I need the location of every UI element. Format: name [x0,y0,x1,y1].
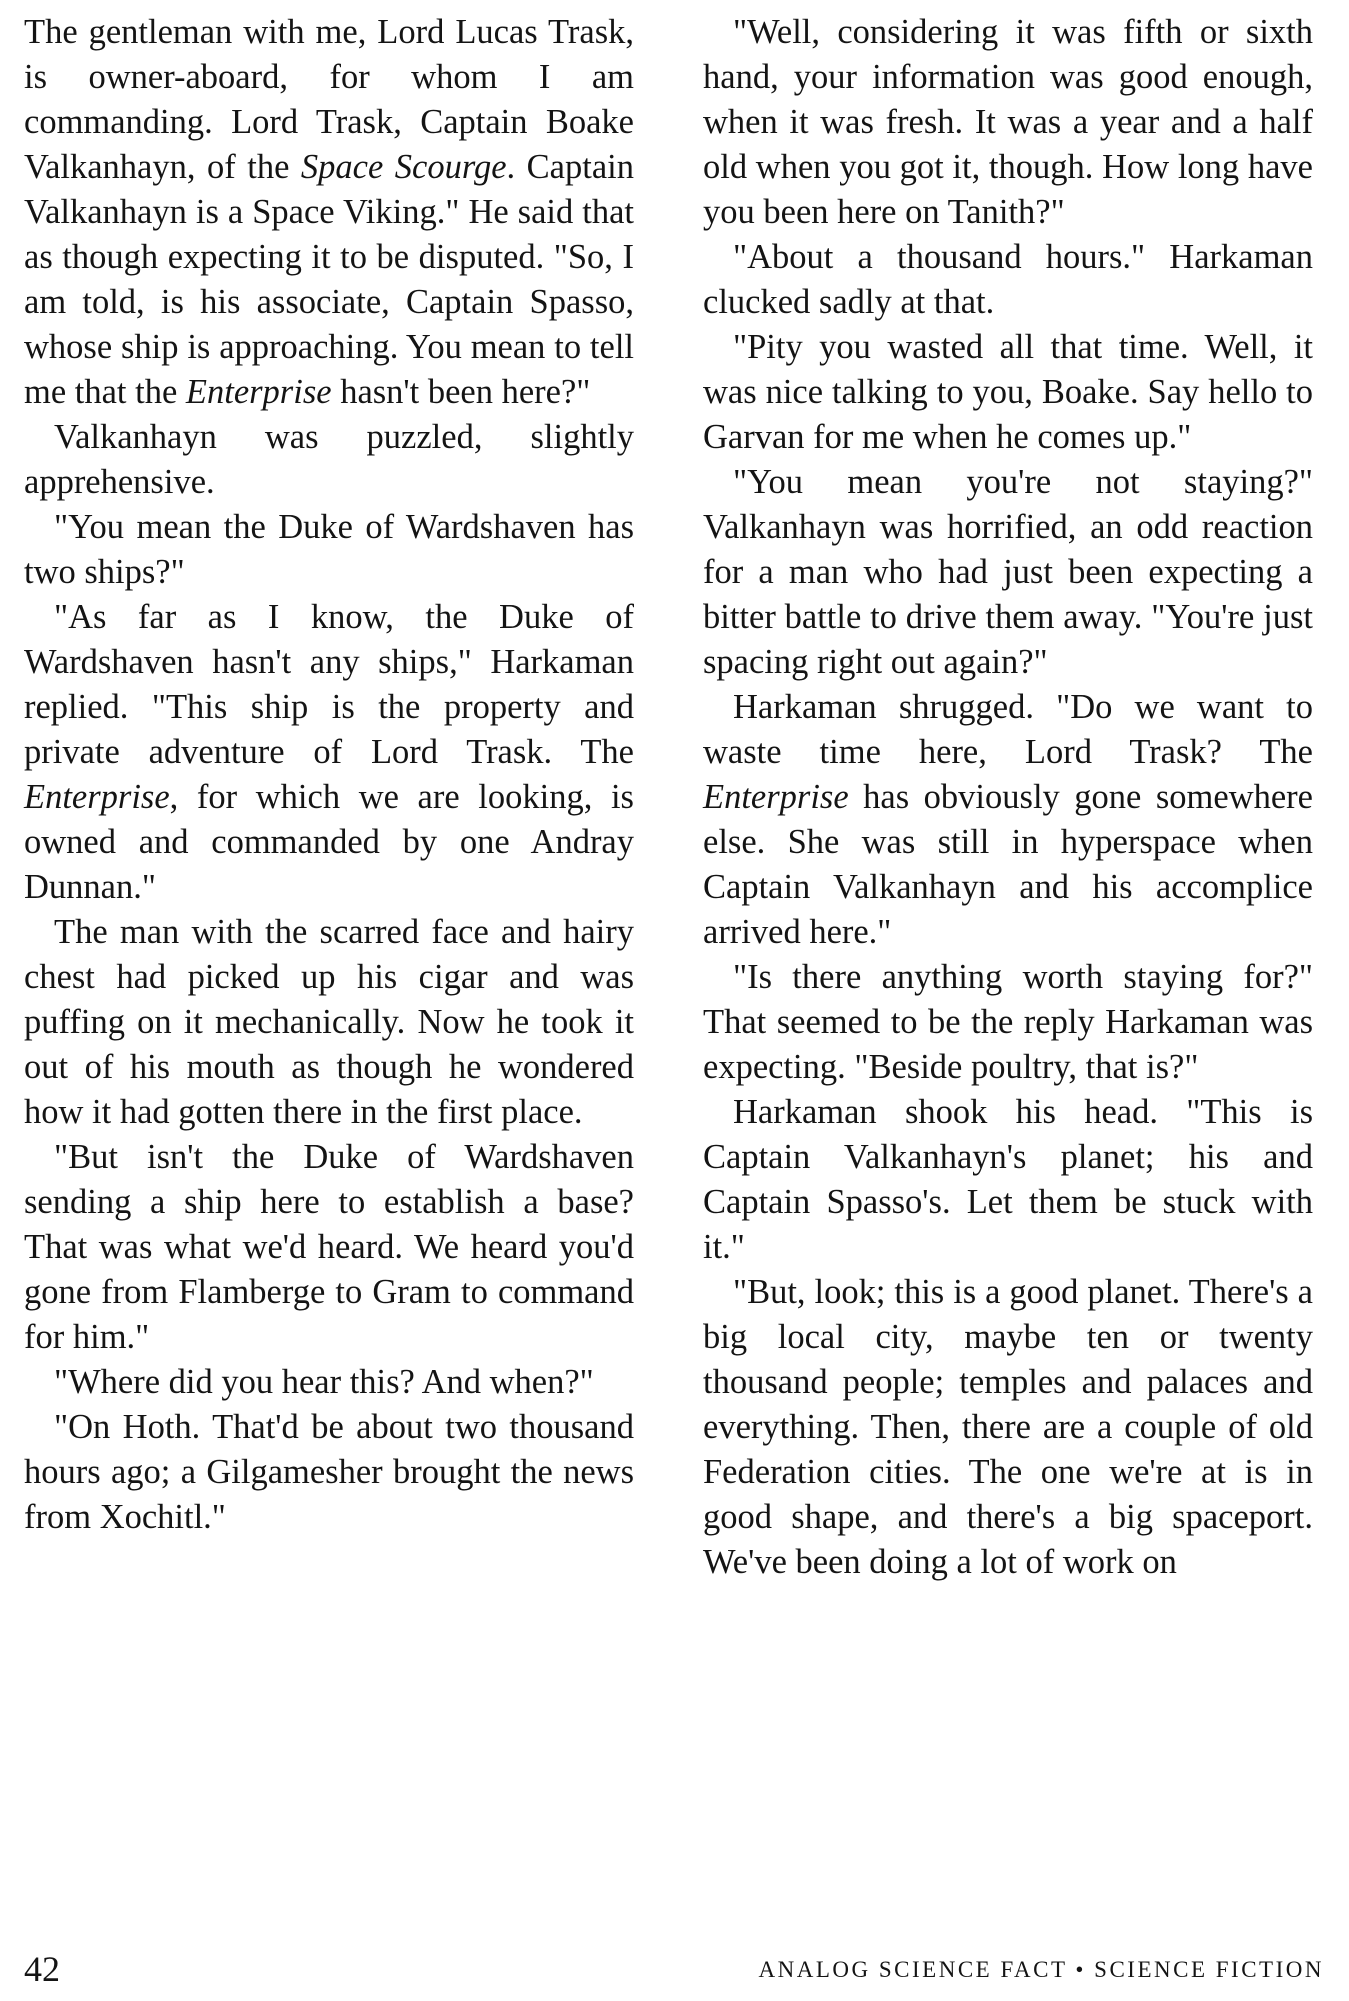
paragraph-text: "But isn't the Duke of Wardshaven sending a ship here to establish a base? That was what we'd heard. We heard you'd gone from Flamberge to Gram to command for him." [24,1138,634,1356]
paragraph-text: , for which we are looking, is owned and commanded by one Andray Dunnan." [24,778,634,906]
paragraph [703,325,1313,460]
page-number: 42 [24,1949,60,1989]
paragraph [24,10,634,415]
paragraph-text: hasn't been here?" [331,373,591,411]
paragraph-text: The man with the scarred face and hairy chest had picked up his cigar and was puffing on it mechanically. Now he took it out of his mouth as though he wondered how it had gotten there in the first place. [24,913,634,1131]
paragraph-text: Harkaman shook his head. "This is Captain Valkanhayn's planet; his and Captain Spasso's. Let them be stuck with it." [703,1093,1313,1266]
italic-title-text: Space Scourge [300,148,507,186]
paragraph-text: Valkanhayn was puzzled, slightly apprehensive. [24,418,634,501]
right-column [703,10,1313,1585]
paragraph [703,1090,1313,1270]
paragraph [24,1405,634,1540]
paragraph-text: Harkaman shrugged. "Do we want to waste time here, Lord Trask? The [703,688,1313,771]
paragraph-text: "Well, considering it was fifth or sixth hand, your information was good enough, when it was fresh. It was a year and a half old when you got it, though. How long have you been here on Tanith?" [703,13,1313,231]
paragraph-text: "As far as I know, the Duke of Wardshaven hasn't any ships," Harkaman replied. "This ship is the property and private adventure of Lord Trask. The [24,598,634,771]
paragraph [24,595,634,910]
magazine-title: ANALOG SCIENCE FACT • SCIENCE FICTION [758,1957,1324,1982]
italic-title-text: Enterprise [185,373,332,411]
left-column [24,10,634,1540]
paragraph-text: "You mean the Duke of Wardshaven has two ships?" [24,508,634,591]
page-footer [24,1947,1324,1997]
paragraph [703,235,1313,325]
paragraph-text: has obviously gone somewhere else. She was still in hyperspace when Captain Valkanhayn and his accomplice arrived here." [703,778,1313,951]
paragraph [24,1135,634,1360]
paragraph [24,1360,634,1405]
paragraph [703,955,1313,1090]
paragraph [703,460,1313,685]
paragraph-text: "About a thousand hours." Harkaman clucked sadly at that. [703,238,1313,321]
paragraph [24,910,634,1135]
paragraph [703,10,1313,235]
italic-title-text: Enterprise [24,778,170,816]
paragraph-text: . Captain Valkanhayn is a Space Viking." He said that as though expecting it to be disputed. "So, I am told, is his associate, Captain Spasso, whose ship is approaching. You mean to tell me that the [24,148,634,411]
paragraph-text: "But, look; this is a good planet. There's a big local city, maybe ten or twenty thousand people; temples and palaces and everything. Then, there are a couple of old Federation cities. The one we're at is in good shape, and there's a big spaceport. We've been doing a lot of work on [703,1273,1313,1581]
paragraph-text: "Where did you hear this? And when?" [54,1363,594,1401]
paragraph [24,415,634,505]
paragraph-text: "On Hoth. That'd be about two thousand hours ago; a Gilgamesher brought the news from Xochitl." [24,1408,634,1536]
paragraph [24,505,634,595]
paragraph-text: The gentleman with me, Lord Lucas Trask, is owner-aboard, for whom I am commanding. Lord Trask, Captain Boake Valkanhayn, of the [24,13,634,186]
paragraph [703,1270,1313,1585]
paragraph-text: "Pity you wasted all that time. Well, it was nice talking to you, Boake. Say hello to Garvan for me when he comes up." [703,328,1313,456]
italic-title-text: Enterprise [703,778,849,816]
paragraph-text: "Is there anything worth staying for?" That seemed to be the reply Harkaman was expecting. "Beside poultry, that is?" [703,958,1313,1086]
paragraph-text: "You mean you're not staying?" Valkanhayn was horrified, an odd reaction for a man who had just been expecting a bitter battle to drive them away. "You're just spacing right out again?" [703,463,1313,681]
paragraph [703,685,1313,955]
